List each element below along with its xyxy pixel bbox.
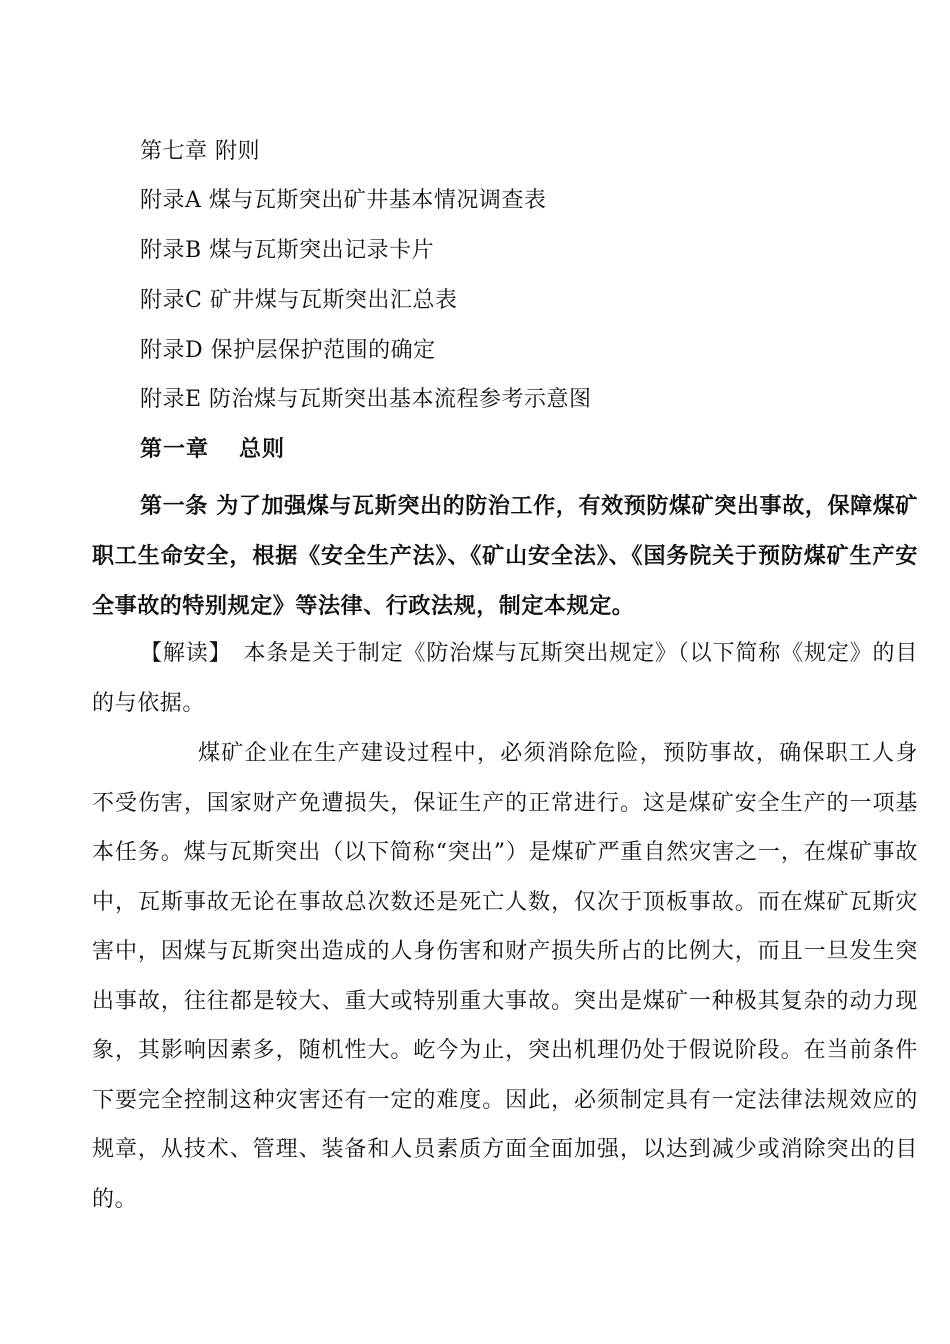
- chapter-heading: [140, 434, 285, 464]
- toc-item-chapter-seven: 第七章 附则: [140, 139, 260, 164]
- toc-item-appendix-c: 附录C 矿井煤与瓦斯突出汇总表: [140, 288, 458, 313]
- toc-item-appendix-d: 附录D 保护层保护范围的确定: [140, 338, 436, 363]
- interpretation-text: 本条是关于制定《防治煤与瓦斯突出规定》（以下简称《规定》的目的与依据。: [92, 641, 918, 716]
- interpretation-paragraph: [92, 629, 918, 729]
- toc-item-appendix-e: 附录E 防治煤与瓦斯突出基本流程参考示意图: [140, 387, 592, 412]
- toc-item-appendix-a: 附录A 煤与瓦斯突出矿井基本情况调查表: [140, 188, 547, 213]
- interpretation-tag: 【解读】: [140, 641, 232, 666]
- article-one: 第一条 为了加强煤与瓦斯突出的防治工作，有效预防煤矿突出事故，保障煤矿职工生命安全，根据《安全生产法》、《矿山安全法》、《国务院关于预防煤矿生产安全事故的特别规定》等法律、行政法规，制定本规定。: [92, 493, 918, 619]
- toc-item-appendix-b: 附录B 煤与瓦斯突出记录卡片: [140, 238, 435, 263]
- chapter-name: 总则: [239, 436, 286, 462]
- body-paragraph: 煤矿企业在生产建设过程中，必须消除危险，预防事故，确保职工人身不受伤害，国家财产免遭损失，保证生产的正常进行。这是煤矿安全生产的一项基本任务。煤与瓦斯突出（以下简称“突出”）是煤矿严重自然灾害之一，在煤矿事故中，瓦斯事故无论在事故总次数还是死亡人数，仅次于顶板事故。而在煤矿瓦斯灾害中，因煤与瓦斯突出造成的人身伤害和财产损失所占的比例大，而且一旦发生突出事故，往往都是较大、重大或特别重大事故。突出是煤矿一种极其复杂的动力现象，其影响因素多，随机性大。屹今为止，突出机理仍处于假说阶段。在当前条件下要完全控制这种灾害还有一定的难度。因此，必须制定具有一定法律法规效应的规章，从技术、管理、装备和人员素质方面全面加强，以达到减少或消除突出的目的。: [92, 741, 918, 1212]
- chapter-number: 第一章: [140, 436, 210, 462]
